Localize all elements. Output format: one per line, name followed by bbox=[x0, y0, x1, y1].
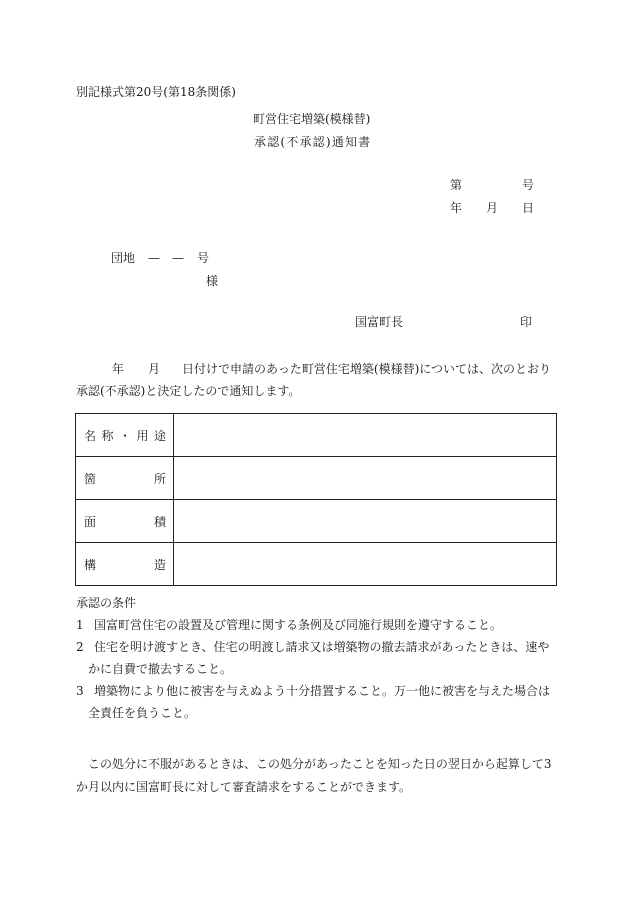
condition-number: 1 bbox=[76, 618, 84, 632]
condition-item bbox=[76, 636, 556, 680]
condition-text: 増築物により他に被害を与えぬよう十分措置すること。万一他に被害を与えた場合は全責任を負うこと。 bbox=[88, 684, 551, 720]
conditions-section bbox=[76, 592, 556, 724]
label-cell bbox=[76, 414, 174, 457]
title-line1: 町営住宅増築(模様替) bbox=[253, 112, 371, 126]
label-char: 箇 bbox=[84, 471, 97, 486]
form-number: 別記様式第20号(第18条関係) bbox=[76, 85, 236, 99]
doc-no-prefix: 第 bbox=[450, 178, 463, 192]
label-cell bbox=[76, 543, 174, 586]
condition-item bbox=[76, 614, 556, 636]
intro-year: 年 bbox=[112, 362, 125, 376]
info-table bbox=[75, 413, 557, 586]
recipient-danchi: 団地 bbox=[111, 251, 136, 265]
label-char: 称 bbox=[101, 428, 114, 443]
value-cell-structure[interactable] bbox=[174, 543, 557, 586]
value-cell-location[interactable] bbox=[174, 457, 557, 500]
conditions-heading: 承認の条件 bbox=[76, 596, 137, 610]
table-row bbox=[76, 457, 557, 500]
value-cell-area[interactable] bbox=[174, 500, 557, 543]
intro-line-2: 承認(不承認)と決定したので通知します。 bbox=[76, 384, 301, 398]
label-char: 積 bbox=[153, 514, 166, 529]
intro-line-1 bbox=[76, 358, 556, 380]
intro-line1-text: 日付けで申請のあった町営住宅増築(模様替)については、次のとおり bbox=[182, 362, 552, 376]
condition-item bbox=[76, 680, 556, 724]
title-line2: 承認(不承認)通知書 bbox=[254, 135, 372, 149]
date-year: 年 bbox=[450, 201, 463, 215]
condition-text: 住宅を明け渡すとき、住宅の明渡し請求又は増築物の撤去請求があったときは、速やかに自費で撤去すること。 bbox=[88, 640, 550, 676]
label-char: 所 bbox=[153, 471, 166, 486]
label-cell bbox=[76, 500, 174, 543]
label-char: 名 bbox=[84, 428, 97, 443]
label-char: ・ bbox=[118, 428, 131, 443]
recipient-sama: 様 bbox=[206, 274, 219, 288]
intro-month: 月 bbox=[148, 362, 161, 376]
value-cell-name-use[interactable] bbox=[174, 414, 557, 457]
label-char: 用 bbox=[136, 428, 149, 443]
label-char: 構 bbox=[84, 557, 97, 572]
appeal-note: この処分に不服があるときは、この処分があったことを知った日の翌日から起算して3か月以内に国富町長に対して審査請求をすることができます。 bbox=[76, 757, 552, 794]
label-char: 途 bbox=[153, 428, 166, 443]
table-row bbox=[76, 500, 557, 543]
doc-no-suffix: 号 bbox=[522, 178, 535, 192]
label-char: 面 bbox=[84, 514, 97, 529]
condition-number: 2 bbox=[76, 640, 84, 654]
recipient-dash-2: — bbox=[172, 251, 184, 265]
intro-paragraph bbox=[76, 358, 556, 402]
date-month: 月 bbox=[486, 201, 499, 215]
recipient-go: 号 bbox=[197, 251, 210, 265]
condition-number: 3 bbox=[76, 684, 84, 698]
issuer-name: 国富町長 bbox=[355, 315, 404, 329]
label-cell bbox=[76, 457, 174, 500]
issuer-seal: 印 bbox=[520, 315, 533, 329]
condition-text: 国富町営住宅の設置及び管理に関する条例及び同施行規則を遵守すること。 bbox=[94, 618, 503, 632]
table-row bbox=[76, 414, 557, 457]
date-day: 日 bbox=[522, 201, 535, 215]
recipient-dash-1: — bbox=[148, 251, 160, 265]
label-char: 造 bbox=[153, 557, 166, 572]
table-row bbox=[76, 543, 557, 586]
